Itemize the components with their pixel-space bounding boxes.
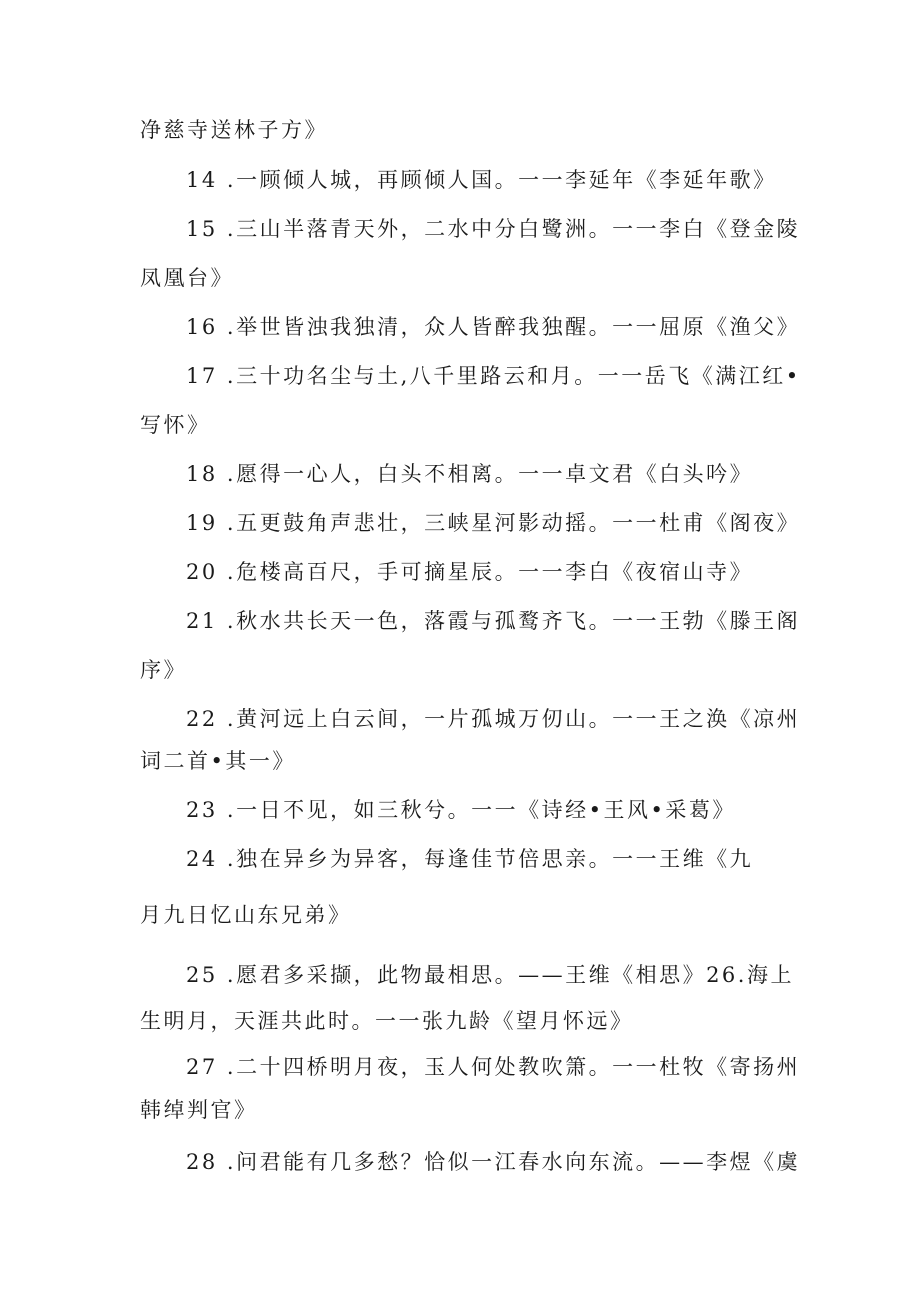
text-line: 序》	[140, 658, 187, 682]
text-line: 净慈寺送林子方》	[140, 118, 328, 142]
text-line: 25 .愿君多采撷，此物最相思。——王维《相思》26.海上	[186, 963, 794, 987]
text-line: 24 .独在异乡为异客，每逢佳节倍思亲。一一王维《九	[186, 847, 754, 871]
text-line: 21 .秋水共长天一色，落霞与孤鹜齐飞。一一王勃《滕王阁	[186, 609, 801, 633]
text-line: 15 .三山半落青天外，二水中分白鹭洲。一一李白《登金陵	[186, 217, 801, 241]
text-line: 写怀》	[140, 413, 211, 437]
text-line: 23 .一日不见，如三秋兮。一一《诗经•王风•采葛》	[186, 798, 736, 822]
text-line: 月九日忆山东兄弟》	[140, 903, 352, 927]
text-line: 生明月，天涯共此时。一一张九龄《望月怀远》	[140, 1009, 634, 1033]
text-line: 20 .危楼高百尺，手可摘星辰。一一李白《夜宿山寺》	[186, 560, 754, 584]
text-line: 18 .愿得一心人，白头不相离。一一卓文君《白头吟》	[186, 462, 754, 486]
text-line: 韩绰判官》	[140, 1098, 258, 1122]
text-line: 14 .一顾倾人城，再顾倾人国。一一李延年《李延年歌》	[186, 168, 777, 192]
text-line: 词二首•其一》	[140, 749, 296, 773]
text-line: 22 .黄河远上白云间，一片孤城万仞山。一一王之涣《凉州	[186, 707, 801, 731]
text-line: 16 .举世皆浊我独清，众人皆醉我独醒。一一屈原《渔父》	[186, 315, 801, 339]
text-line: 27 .二十四桥明月夜，玉人何处教吹箫。一一杜牧《寄扬州	[186, 1055, 801, 1079]
text-line: 19 .五更鼓角声悲壮，三峡星河影动摇。一一杜甫《阁夜》	[186, 511, 801, 535]
text-line: 凤凰台》	[140, 266, 234, 290]
text-line: 28 .问君能有几多愁？恰似一江春水向东流。——李煜《虞	[186, 1150, 801, 1174]
text-line: 17 .三十功名尘与土,八千里路云和月。一一岳飞《满江红•	[186, 364, 801, 388]
